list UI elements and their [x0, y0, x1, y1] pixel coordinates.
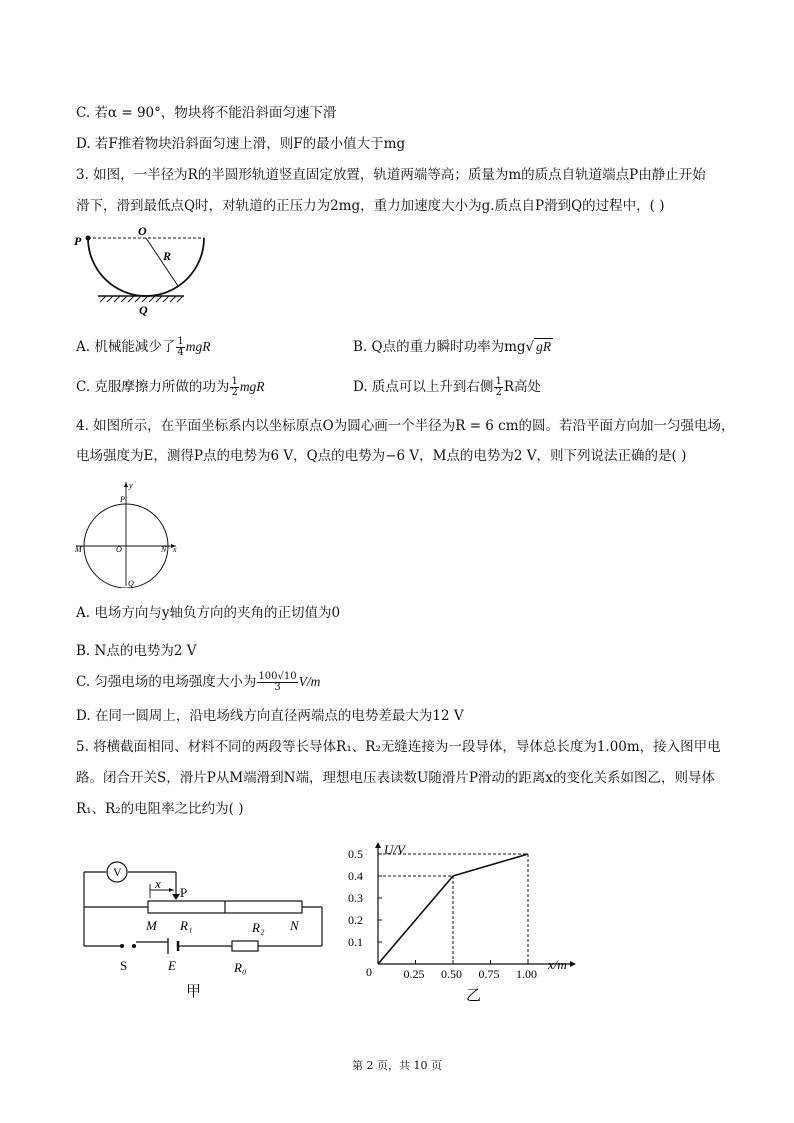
label-x: x: [155, 876, 161, 891]
slider-p-arrow: [172, 894, 180, 900]
switch-pivot: [120, 944, 124, 948]
option-3b: B. Q点的重力瞬时功率为mg√ gR: [353, 339, 552, 355]
option-4b: B. N点的电势为2 V: [76, 643, 197, 659]
x-axis-label: x/m: [548, 957, 567, 972]
x-tick-label: 1.00: [516, 967, 537, 981]
y-axis-label: U/V: [384, 842, 405, 857]
label-m: M: [146, 918, 157, 933]
radius-line: [146, 238, 178, 286]
x-axis-arrow: [570, 961, 576, 967]
question-4-line-2: 电场强度为E，测得P点的电势为6 V，Q点的电势为−6 V，M点的电势为2 V，则下列说法正确的是( ): [76, 448, 687, 464]
point-p-dot: [86, 236, 91, 241]
label-o: O: [116, 545, 122, 554]
label-s: S: [120, 958, 128, 973]
question-3-line-1: 3. 如图，一半径为R的半圆形轨道竖直固定放置，轨道两端等高；质量为m的质点自轨道端点P由静止开始: [76, 167, 706, 183]
figure-circuit: [76, 852, 328, 1002]
x-tick-label: 0.50: [441, 967, 462, 981]
y-tick-label: 0.3: [348, 891, 363, 905]
label-p: P: [120, 495, 125, 504]
label-x: x: [173, 545, 177, 554]
caption-jia: 甲: [186, 984, 202, 1000]
switch-contact: [132, 944, 136, 948]
y-axis-arrow: [375, 842, 381, 848]
label-p: P: [74, 234, 82, 248]
y-tick-label: 0.1: [348, 935, 363, 949]
option-2d: D. 若F推着物块沿斜面匀速上滑，则F的最小值大于mg: [76, 136, 406, 152]
x-tick-label: 0.75: [478, 967, 500, 981]
label-o: O: [138, 224, 147, 238]
figure-semicircle-track: [72, 224, 222, 316]
ground-hatching: [100, 296, 183, 302]
y-tick-label: 0.5: [348, 847, 363, 861]
label-q: Q: [139, 303, 148, 316]
label-r: R: [163, 249, 172, 263]
y-axis-arrow: [124, 482, 128, 487]
option-3c: C. 克服摩擦力所做的功为 $\frac{1}{2}$ mgR: [76, 376, 265, 398]
option-4a: A. 电场方向与y轴负方向的夹角的正切值为0: [76, 605, 341, 621]
label-p: P: [180, 885, 188, 900]
semicircle-track: [88, 238, 204, 296]
label-n: N: [161, 545, 167, 554]
option-3d: D. 质点可以上升到右侧 $\frac{1}{2}$ R高处: [353, 376, 541, 398]
label-n: N: [290, 918, 299, 933]
option-2c: C. 若α = 90°，物块将不能沿斜面匀速下滑: [76, 105, 337, 121]
resistor-r0: [232, 941, 258, 951]
label-r1: R₁: [180, 918, 193, 933]
label-y: y: [129, 481, 133, 490]
page-footer: 第 2 页，共 10 页: [352, 1059, 442, 1072]
label-r0: R₀: [234, 960, 247, 975]
voltmeter-label: V: [113, 865, 122, 879]
y-tick-label: 0.2: [348, 913, 363, 927]
question-5-line-2: 路。闭合开关S，滑片P从M端滑到N端，理想电压表读数U随滑片P滑动的距离x的变化关系如图乙，则导体: [76, 770, 716, 786]
y-tick-label: 0.4: [348, 869, 363, 883]
option-4d: D. 在同一圆周上，沿电场线方向直径两端点的电势差最大为12 V: [76, 708, 464, 724]
label-m: M: [75, 545, 82, 554]
question-4-line-1: 4. 如图所示，在平面坐标系内以坐标原点O为圆心画一个半径为R = 6 cm的圆。若沿平面方向加一匀强电场，: [76, 418, 735, 434]
origin-label: 0: [366, 965, 372, 979]
label-r2: R₂: [252, 920, 265, 935]
option-4c: C. 匀强电场的电场强度大小为 $\frac{100√10}{3}$ V/m: [76, 671, 321, 693]
figure-circle-coordinates: [72, 474, 184, 588]
chart-axes: [375, 842, 576, 967]
chart-u-vs-x: [346, 838, 586, 1006]
question-5-line-3: R₁、R₂的电阻率之比约为( ): [76, 801, 244, 817]
label-e: E: [168, 958, 176, 973]
option-3a: A. 机械能减少了 $\frac{1}{4}$ mgR: [76, 336, 211, 358]
question-3-line-2: 滑下，滑到最低点Q时，对轨道的正压力为2mg，重力加速度大小为g.质点自P滑到Q的过程中，( ): [76, 198, 665, 214]
x-tick-label: 0.25: [403, 967, 425, 981]
question-5-line-1: 5. 将横截面相同、材料不同的两段等长导体R₁、R₂无缝连接为一段导体，导体总长度为1.00m，接入图甲电: [76, 739, 721, 755]
caption-yi: 乙: [466, 988, 482, 1004]
label-q: Q: [128, 579, 134, 588]
